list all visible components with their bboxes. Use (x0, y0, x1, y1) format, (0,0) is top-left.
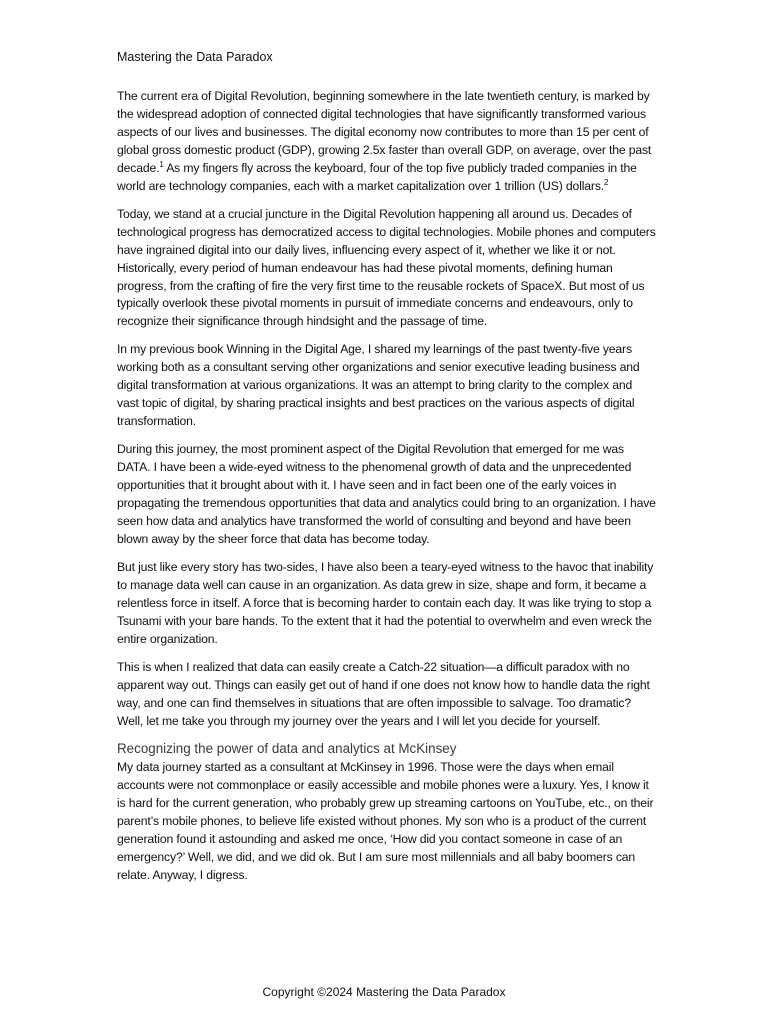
section-heading: Recognizing the power of data and analytics at McKinsey (117, 741, 457, 757)
paragraph-data-journey: During this journey, the most prominent aspect of the Digital Revolution that emerged for me was DATA. I have been a wide-eyed witness to the phenomenal growth of data and the unprecedented opportunities that it brought about with it. I have seen and in fact been one of the early voices in propagating the tremendous opportunities that data and analytics could bring to an organization. I have seen how data and analytics have transformed the world of consulting and beyond and have been blown away by the sheer force that data has become today. (117, 442, 656, 546)
body-text (117, 88, 657, 895)
paragraph-digital-revolution (117, 88, 657, 196)
footnote-marker[interactable]: 1 (159, 159, 164, 169)
running-header: Mastering the Data Paradox (117, 50, 273, 64)
paragraph-catch-22: This is when I realized that data can easily create a Catch-22 situation—a difficult paradox with no apparent way out. Things can easily get out of hand if one does not know how to handle data the right way, and one can find themselves in situations that are often impossible to salvage. Too dramatic? Well, let me take you through my journey over the years and I will let you decide for yourself. (117, 659, 650, 728)
paragraph-previous-book: In my previous book Winning in the Digital Age, I shared my learnings of the past twenty-five years working both as a consultant serving other organizations and senior executive leading business and digital transformation at various organizations. It was an attempt to bring clarity to the complex and vast topic of digital, by sharing practical insights and best practices on the various aspects of digital transformation. (117, 342, 640, 429)
paragraph-two-sides: But just like every story has two-sides, I have also been a teary-eyed witness to the havoc that inability to manage data well can cause in an organization. As data grew in size, shape and form, it became a relentless force in itself. A force that is becoming harder to contain each day. It was like trying to stop a Tsunami with your bare hands. To the extent that it had the potential to overwhelm and even wreck the entire organization. (117, 559, 654, 646)
page-footer: Copyright ©2024 Mastering the Data Paradox (262, 985, 506, 999)
paragraph-text: The current era of Digital Revolution, beginning somewhere in the late twentieth century, is marked by the widespread adoption of connected digital technologies that have significantly transformed various aspects of our lives and businesses. The digital economy now contributes to more than 15 per cent of global gross domestic product (GDP), growing 2.5x faster than overall GDP, on average, over the past decade. (117, 89, 652, 175)
paragraph-crucial-juncture: Today, we stand at a crucial juncture in the Digital Revolution happening all around us. Decades of technological progress has democratized access to digital technologies. Mobile phones and computers have ingrained digital into our daily lives, influencing every aspect of it, whether we like it or not. Historically, every period of human endeavour has had these pivotal moments, defining human progress, from the crafting of fire the very first time to the reusable rockets of SpaceX. But most of us typically overlook these pivotal moments in pursuit of immediate concerns and endeavours, only to recognize their significance through hindsight and the passage of time. (117, 206, 656, 329)
footnote-marker[interactable]: 2 (604, 177, 609, 187)
paragraph-text: As my fingers fly across the keyboard, four of the top five publicly traded companies in the world are technology companies, each with a market capitalization over 1 trillion (US) dollars. (117, 160, 637, 193)
paragraph-mckinsey: My data journey started as a consultant at McKinsey in 1996. Those were the days when email accounts were not commonplace or easily accessible and mobile phones were a luxury. Yes, I know it is hard for the current generation, who probably grew up streaming cartoons on YouTube, etc., on their parent’s mobile phones, to believe life existed without phones. My son who is a product of the current generation found it astounding and asked me once, ‘How did you contact someone in case of an emergency?’ Well, we did, and we did ok. But I am sure most millennials and all baby boomers can relate. Anyway, I digress. (117, 760, 654, 883)
